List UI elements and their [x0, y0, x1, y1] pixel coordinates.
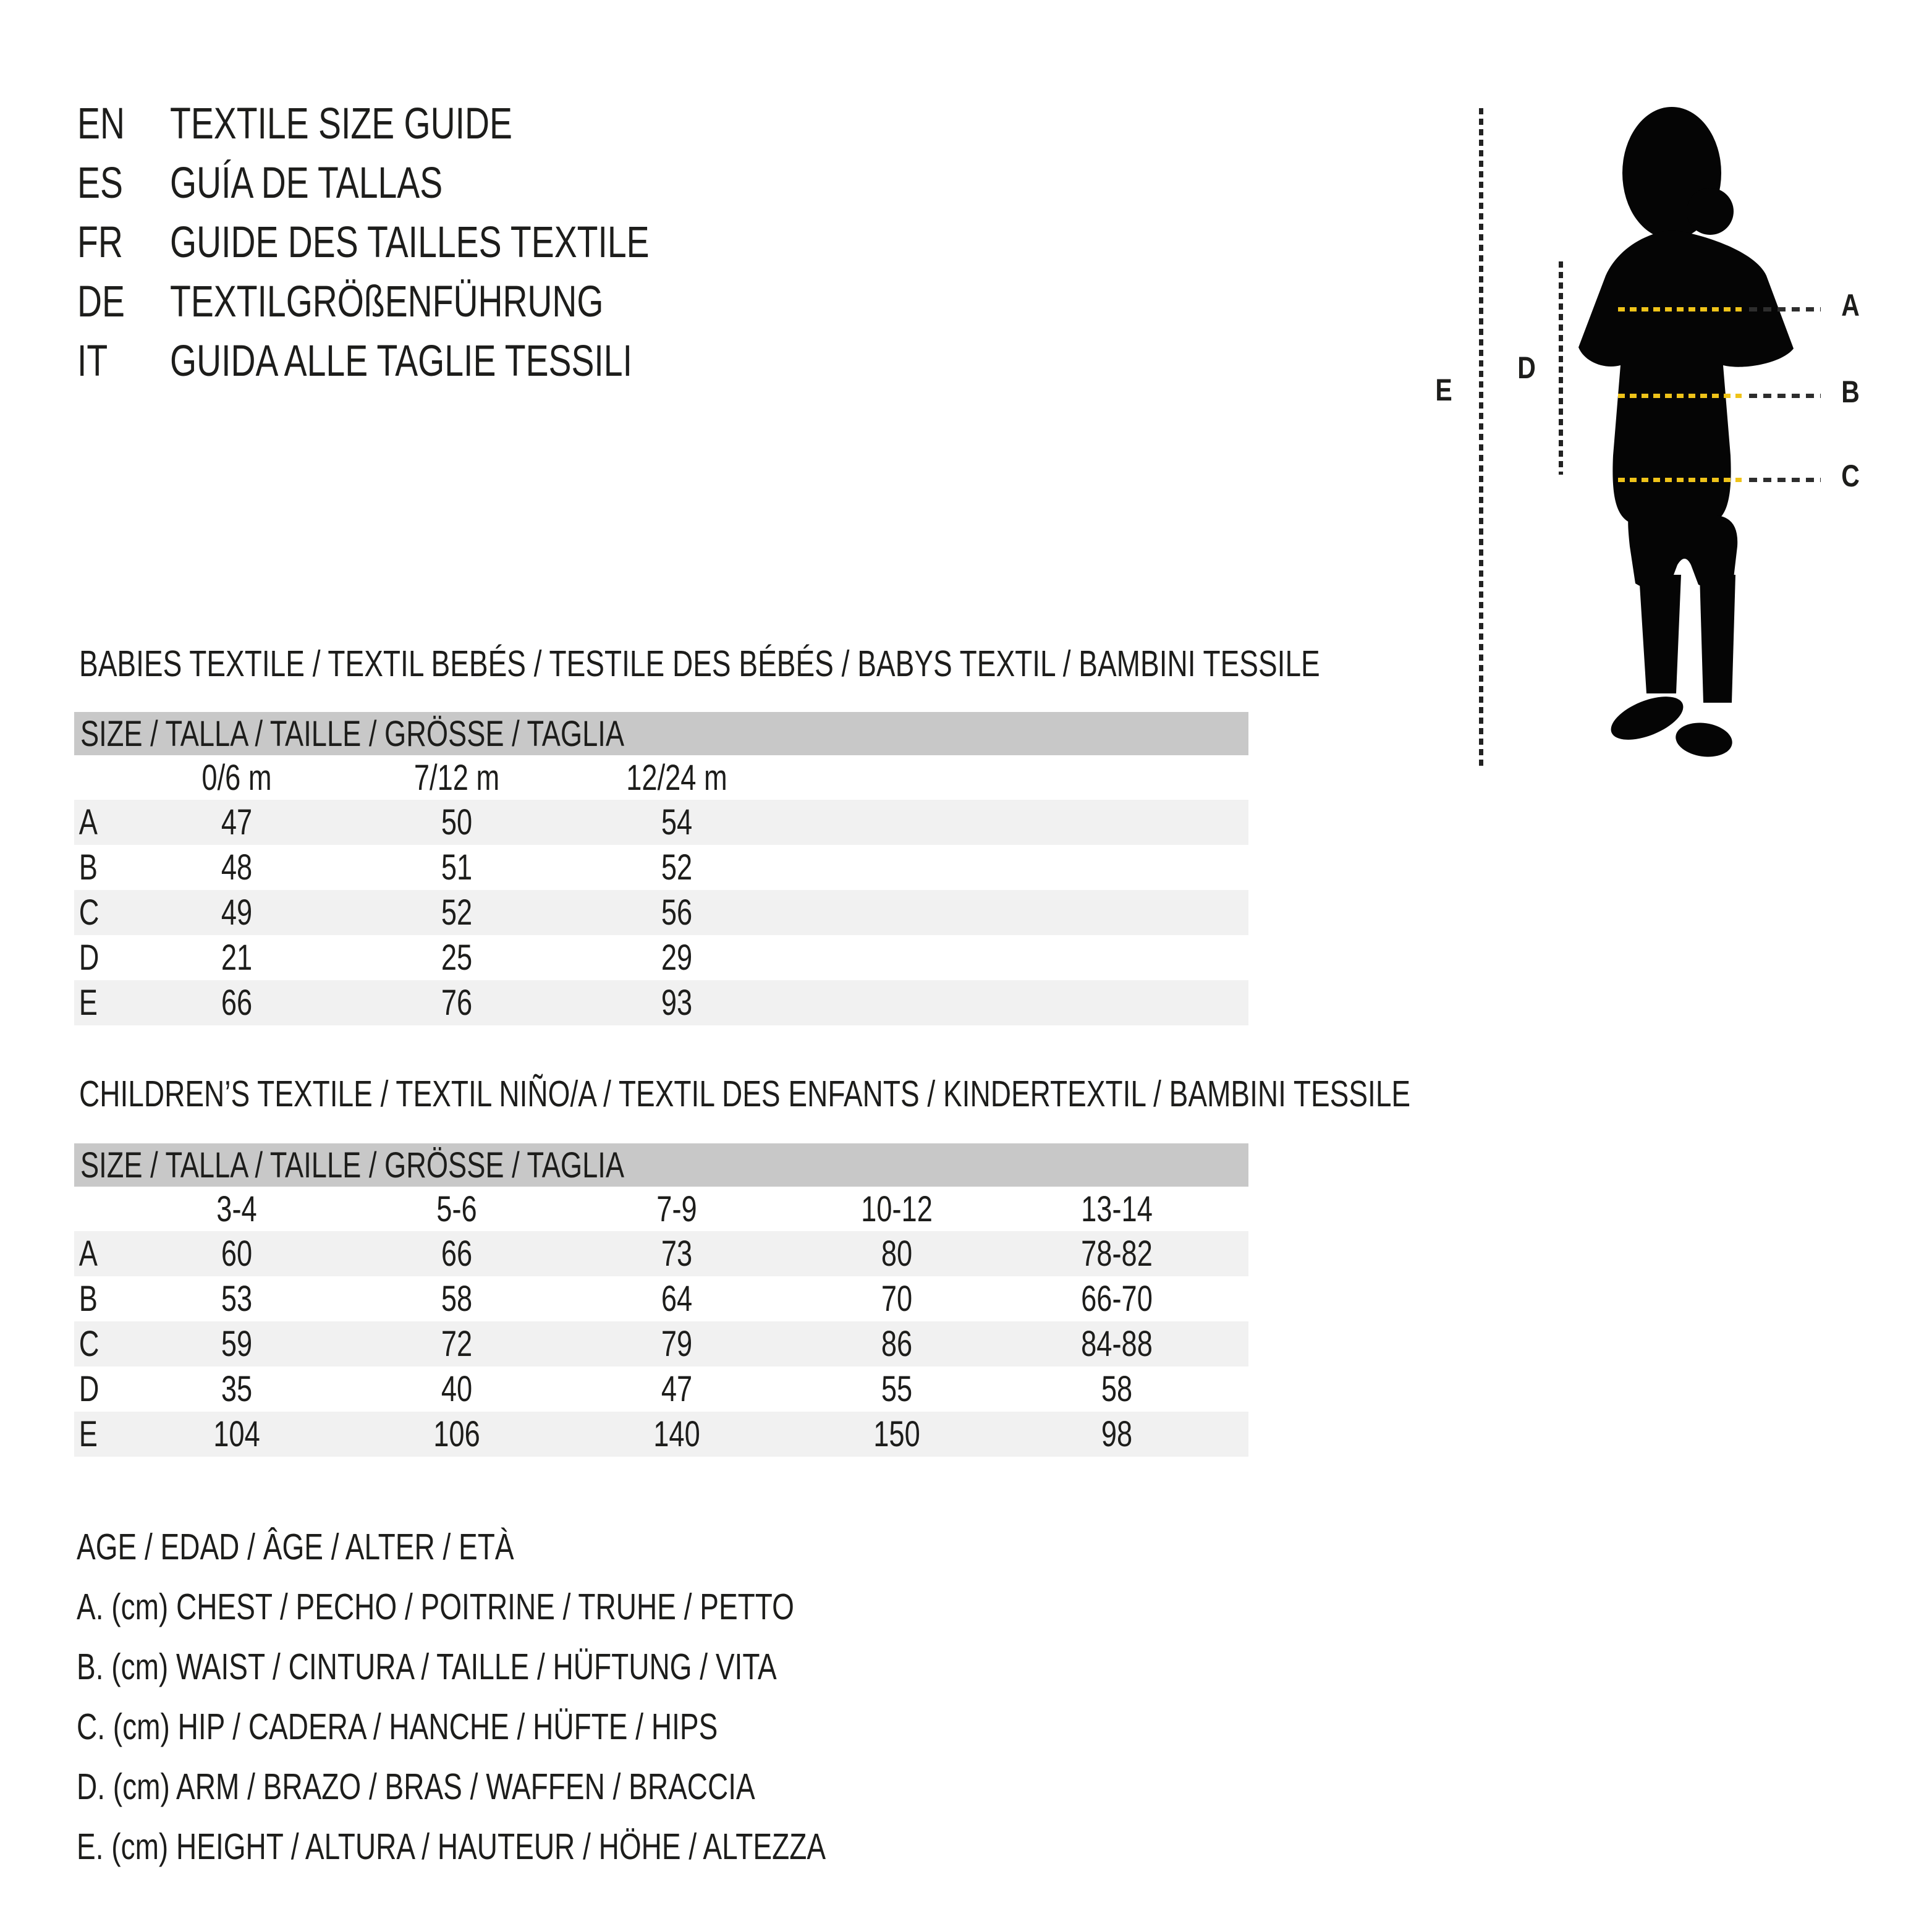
- cell-value: 50: [441, 802, 473, 842]
- language-title: GUÍA DE TALLAS: [170, 158, 443, 208]
- cell-value: 55: [881, 1369, 913, 1409]
- row-label: B: [78, 1279, 98, 1319]
- cell-value: 98: [1101, 1414, 1133, 1454]
- hip-measure-dash-yellow: [1618, 478, 1742, 482]
- language-row: [77, 153, 784, 213]
- cell-value: 150: [873, 1414, 920, 1454]
- height-measure-label: E: [1435, 373, 1452, 407]
- cell-value: 58: [1101, 1369, 1133, 1409]
- cell-value: 70: [881, 1279, 913, 1319]
- language-row: [77, 331, 784, 391]
- language-title: TEXTILE SIZE GUIDE: [170, 99, 512, 148]
- table-row: [74, 1366, 1248, 1412]
- chest-measure-dash-dark: [1749, 307, 1821, 311]
- cell-value: 64: [661, 1279, 693, 1319]
- measurement-legend: [77, 1517, 1037, 1877]
- arm-measure-label: D: [1517, 350, 1536, 385]
- cell-value: 58: [441, 1279, 473, 1319]
- table-row: [74, 890, 1248, 935]
- table-row: [74, 1321, 1248, 1366]
- cell-value: 52: [661, 847, 693, 888]
- legend-line-height: E. (cm) HEIGHT / ALTURA / HAUTEUR / HÖHE / ALTEZZA: [77, 1826, 826, 1867]
- cell-value: 79: [661, 1324, 693, 1364]
- cell-value: 66: [221, 983, 253, 1023]
- cell-value: 48: [221, 847, 253, 888]
- cell-value: 72: [441, 1324, 473, 1364]
- babies-size-table: [74, 712, 1248, 1025]
- cell-value: 73: [661, 1234, 693, 1274]
- cell-value: 29: [661, 938, 693, 978]
- table-row: [74, 935, 1248, 980]
- row-label: D: [78, 1369, 100, 1409]
- hip-measure-label: C: [1841, 459, 1860, 493]
- row-label: B: [78, 847, 98, 888]
- cell-value: 51: [441, 847, 473, 888]
- language-code: DE: [77, 277, 125, 326]
- babies-section-heading: BABIES TEXTILE / TEXTIL BEBÉS / TESTILE DES BÉBÉS / BABYS TEXTIL / BAMBINI TESSILE: [79, 643, 1320, 684]
- cell-value: 86: [881, 1324, 913, 1364]
- language-title: TEXTILGRÖßENFÜHRUNG: [170, 277, 604, 326]
- legend-line-chest: A. (cm) CHEST / PECHO / POITRINE / TRUHE / PETTO: [77, 1587, 794, 1627]
- size-header-label: SIZE / TALLA / TAILLE / GRÖSSE / TAGLIA: [80, 713, 625, 754]
- waist-measure-dash-yellow: [1618, 394, 1742, 398]
- row-label: D: [78, 938, 100, 978]
- language-row: [77, 272, 784, 331]
- language-row: [77, 94, 784, 153]
- row-label: E: [78, 983, 98, 1023]
- table-row: [74, 1412, 1248, 1457]
- cell-value: 47: [221, 802, 253, 842]
- cell-value: 93: [661, 983, 693, 1023]
- column-header: 3-4: [216, 1188, 257, 1229]
- language-code: IT: [77, 336, 108, 386]
- column-header: 10-12: [861, 1188, 933, 1229]
- row-label: C: [78, 1324, 100, 1364]
- column-header: 7/12 m: [413, 757, 500, 798]
- legend-line-hip: C. (cm) HIP / CADERA / HANCHE / HÜFTE / HIPS: [77, 1706, 718, 1747]
- cell-value: 21: [221, 938, 253, 978]
- cell-value: 35: [221, 1369, 253, 1409]
- arm-measure-dotted-line: [1559, 261, 1563, 475]
- child-silhouette-icon: [1577, 106, 1794, 761]
- cell-value: 54: [661, 802, 693, 842]
- row-label: E: [78, 1414, 98, 1454]
- language-title: GUIDA ALLE TAGLIE TESSILI: [170, 336, 632, 386]
- table-row: [74, 800, 1248, 845]
- cell-value: 59: [221, 1324, 253, 1364]
- cell-value: 140: [653, 1414, 700, 1454]
- language-title-block: [77, 94, 784, 391]
- children-size-table: [74, 1143, 1248, 1457]
- row-label: C: [78, 892, 100, 933]
- cell-value: 47: [661, 1369, 693, 1409]
- size-header-label: SIZE / TALLA / TAILLE / GRÖSSE / TAGLIA: [80, 1145, 625, 1185]
- legend-line-age: AGE / EDAD / ÂGE / ALTER / ETÀ: [77, 1527, 514, 1567]
- legend-line-waist: B. (cm) WAIST / CINTURA / TAILLE / HÜFTUNG / VITA: [77, 1646, 777, 1687]
- height-measure-dotted-line: [1479, 108, 1483, 766]
- table-row: [74, 845, 1248, 890]
- language-title: GUIDE DES TAILLES TEXTILE: [170, 218, 650, 267]
- table-row: [74, 1276, 1248, 1321]
- cell-value: 84-88: [1081, 1324, 1153, 1364]
- cell-value: 66-70: [1081, 1279, 1153, 1319]
- hip-measure-dash-dark: [1749, 478, 1821, 482]
- language-code: ES: [77, 158, 123, 208]
- row-label: A: [78, 802, 98, 842]
- cell-value: 66: [441, 1234, 473, 1274]
- table-row: [74, 1231, 1248, 1276]
- cell-value: 80: [881, 1234, 913, 1274]
- size-header-bar: [74, 712, 1248, 755]
- cell-value: 40: [441, 1369, 473, 1409]
- cell-value: 78-82: [1081, 1234, 1153, 1274]
- language-row: [77, 213, 784, 272]
- cell-value: 106: [433, 1414, 480, 1454]
- size-header-bar: [74, 1143, 1248, 1187]
- chest-measure-label: A: [1841, 288, 1860, 323]
- cell-value: 52: [441, 892, 473, 933]
- cell-value: 104: [213, 1414, 260, 1454]
- column-header: 5-6: [436, 1188, 477, 1229]
- column-header: 7-9: [656, 1188, 697, 1229]
- children-section-heading: CHILDREN’S TEXTILE / TEXTIL NIÑO/A / TEXTIL DES ENFANTS / KINDERTEXTIL / BAMBINI TESSILE: [79, 1074, 1411, 1114]
- cell-value: 56: [661, 892, 693, 933]
- cell-value: 53: [221, 1279, 253, 1319]
- column-header: 12/24 m: [626, 757, 727, 798]
- column-header: 13-14: [1081, 1188, 1153, 1229]
- cell-value: 49: [221, 892, 253, 933]
- column-header-row: [74, 1187, 1248, 1231]
- language-code: EN: [77, 99, 125, 148]
- waist-measure-dash-dark: [1749, 394, 1821, 398]
- cell-value: 76: [441, 983, 473, 1023]
- legend-line-arm: D. (cm) ARM / BRAZO / BRAS / WAFFEN / BRACCIA: [77, 1766, 755, 1807]
- language-code: FR: [77, 218, 123, 267]
- column-header: 0/6 m: [201, 757, 272, 798]
- waist-measure-label: B: [1841, 375, 1860, 409]
- column-header-row: [74, 755, 1248, 800]
- chest-measure-dash-yellow: [1618, 307, 1742, 311]
- row-label: A: [78, 1234, 98, 1274]
- cell-value: 60: [221, 1234, 253, 1274]
- cell-value: 25: [441, 938, 473, 978]
- table-row: [74, 980, 1248, 1025]
